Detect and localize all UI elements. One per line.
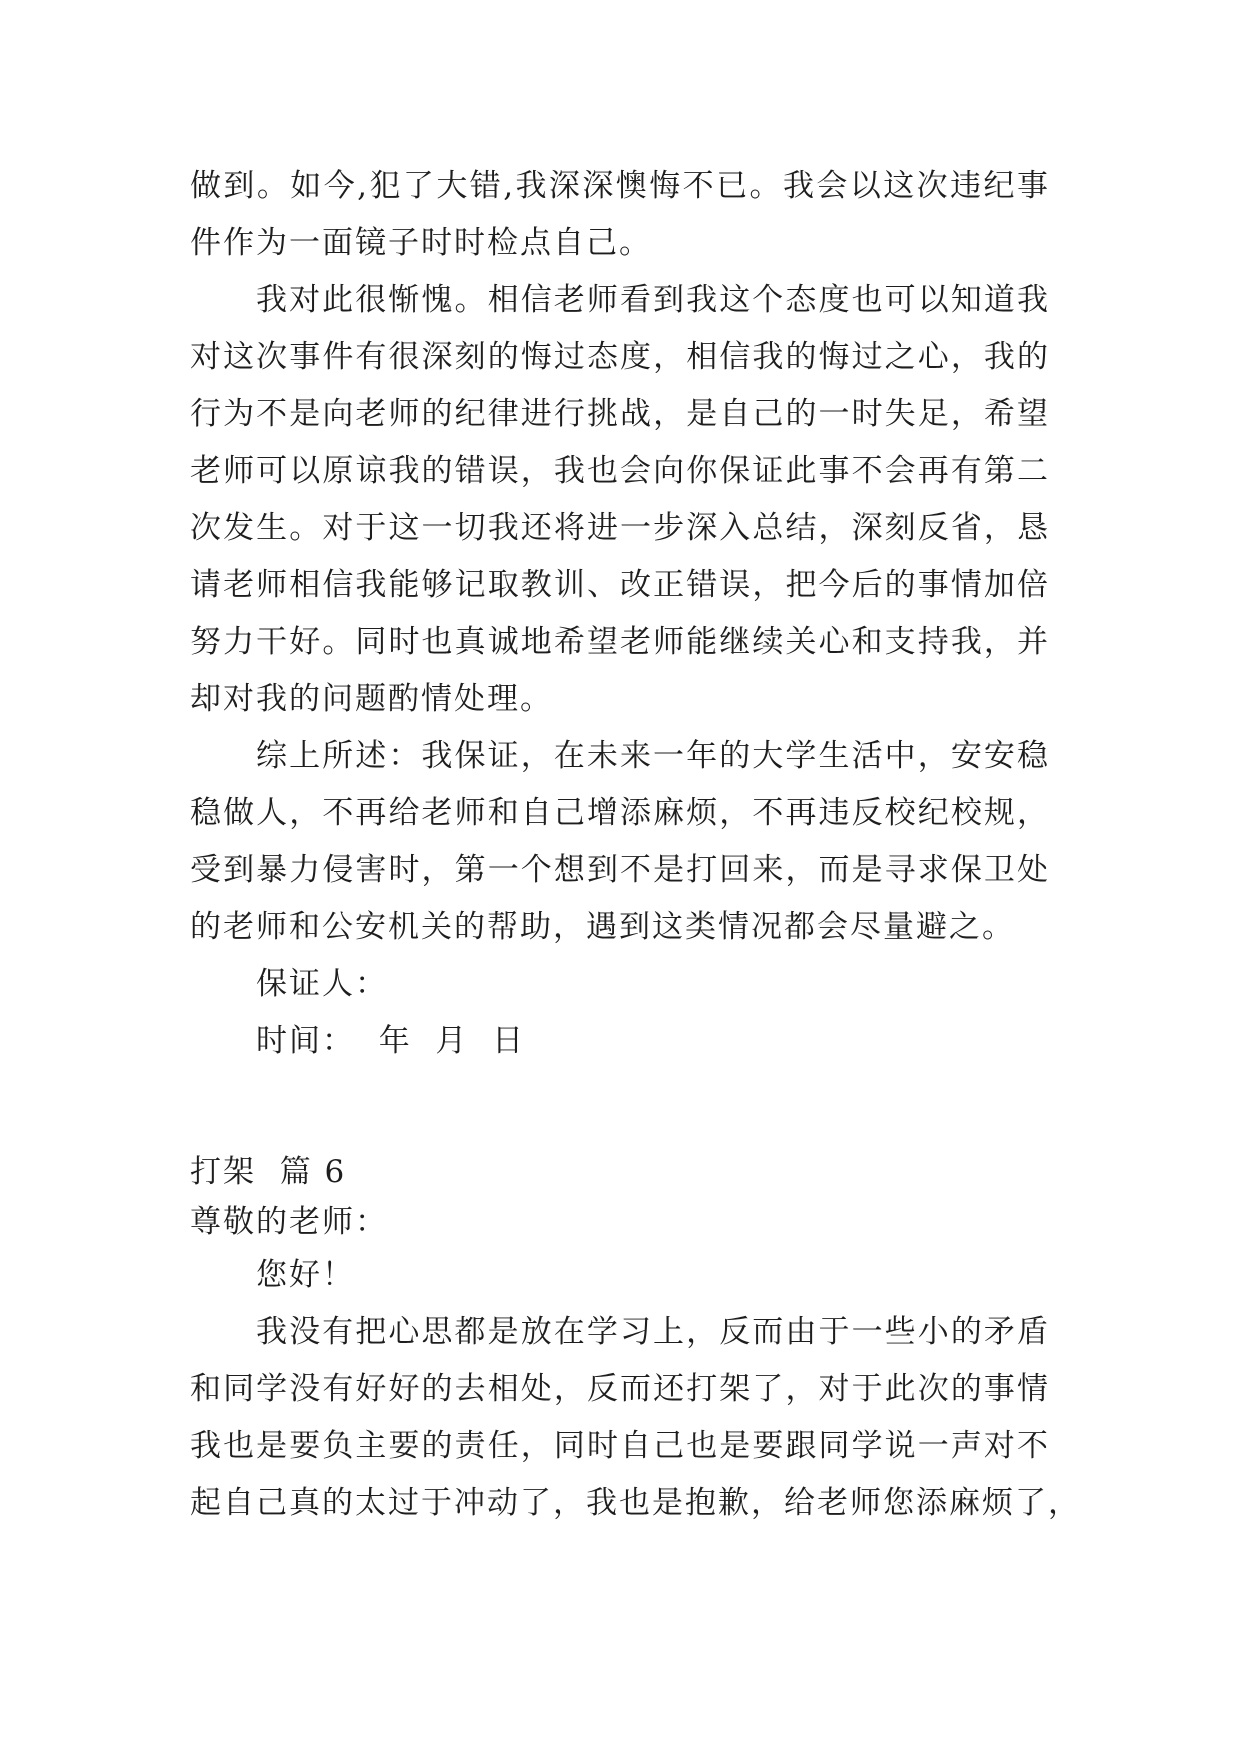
paragraph-line: 做到。如今,犯了大错,我深深懊悔不已。我会以这次违纪事	[190, 168, 1050, 204]
spacer	[190, 1070, 1050, 1147]
paragraph-line: 综上所述：我保证，在未来一年的大学生活中，安安稳	[256, 738, 1050, 774]
guarantor-label: 保证人：	[256, 966, 388, 1002]
paragraph-line: 行为不是向老师的纪律进行挑战，是自己的一时失足，希望	[190, 396, 1050, 432]
paragraph-line: 和同学没有好好的去相处，反而还打架了，对于此次的事情	[190, 1371, 1050, 1407]
paragraph-line: 我对此很惭愧。相信老师看到我这个态度也可以知道我	[256, 282, 1050, 318]
paragraph-line: 的老师和公安机关的帮助，遇到这类情况都会尽量避之。	[190, 909, 1015, 945]
section-title: 打架 篇 6	[190, 1154, 347, 1190]
paragraph-line: 次发生。对于这一切我还将进一步深入总结，深刻反省，恳	[190, 510, 1050, 546]
paragraph-line: 我也是要负主要的责任，同时自己也是要跟同学说一声对不	[190, 1428, 1050, 1464]
paragraph-line: 受到暴力侵害时，第一个想到不是打回来，而是寻求保卫处	[190, 852, 1050, 888]
paragraph-line: 我没有把心思都是放在学习上，反而由于一些小的矛盾	[256, 1314, 1050, 1350]
paragraph-line: 努力干好。同时也真诚地希望老师能继续关心和支持我，并	[190, 624, 1050, 660]
paragraph-line: 起自己真的太过于冲动了，我也是抱歉，给老师您添麻烦了，	[190, 1485, 1081, 1521]
paragraph-line: 却对我的问题酌情处理。	[190, 681, 553, 717]
paragraph-line: 请老师相信我能够记取教训、改正错误，把今后的事情加倍	[190, 567, 1050, 603]
salutation: 尊敬的老师：	[190, 1204, 388, 1240]
paragraph-line: 件作为一面镜子时时检点自己。	[190, 225, 652, 261]
paragraph-line: 对这次事件有很深刻的悔过态度，相信我的悔过之心，我的	[190, 339, 1050, 375]
greeting: 您好！	[256, 1257, 355, 1293]
document-body	[190, 158, 1081, 1532]
paragraph-line: 老师可以原谅我的错误，我也会向你保证此事不会再有第二	[190, 453, 1050, 489]
date-label: 时间： 年 月 日	[256, 1023, 526, 1059]
paragraph-line: 稳做人，不再给老师和自己增添麻烦，不再违反校纪校规，	[190, 795, 1050, 831]
